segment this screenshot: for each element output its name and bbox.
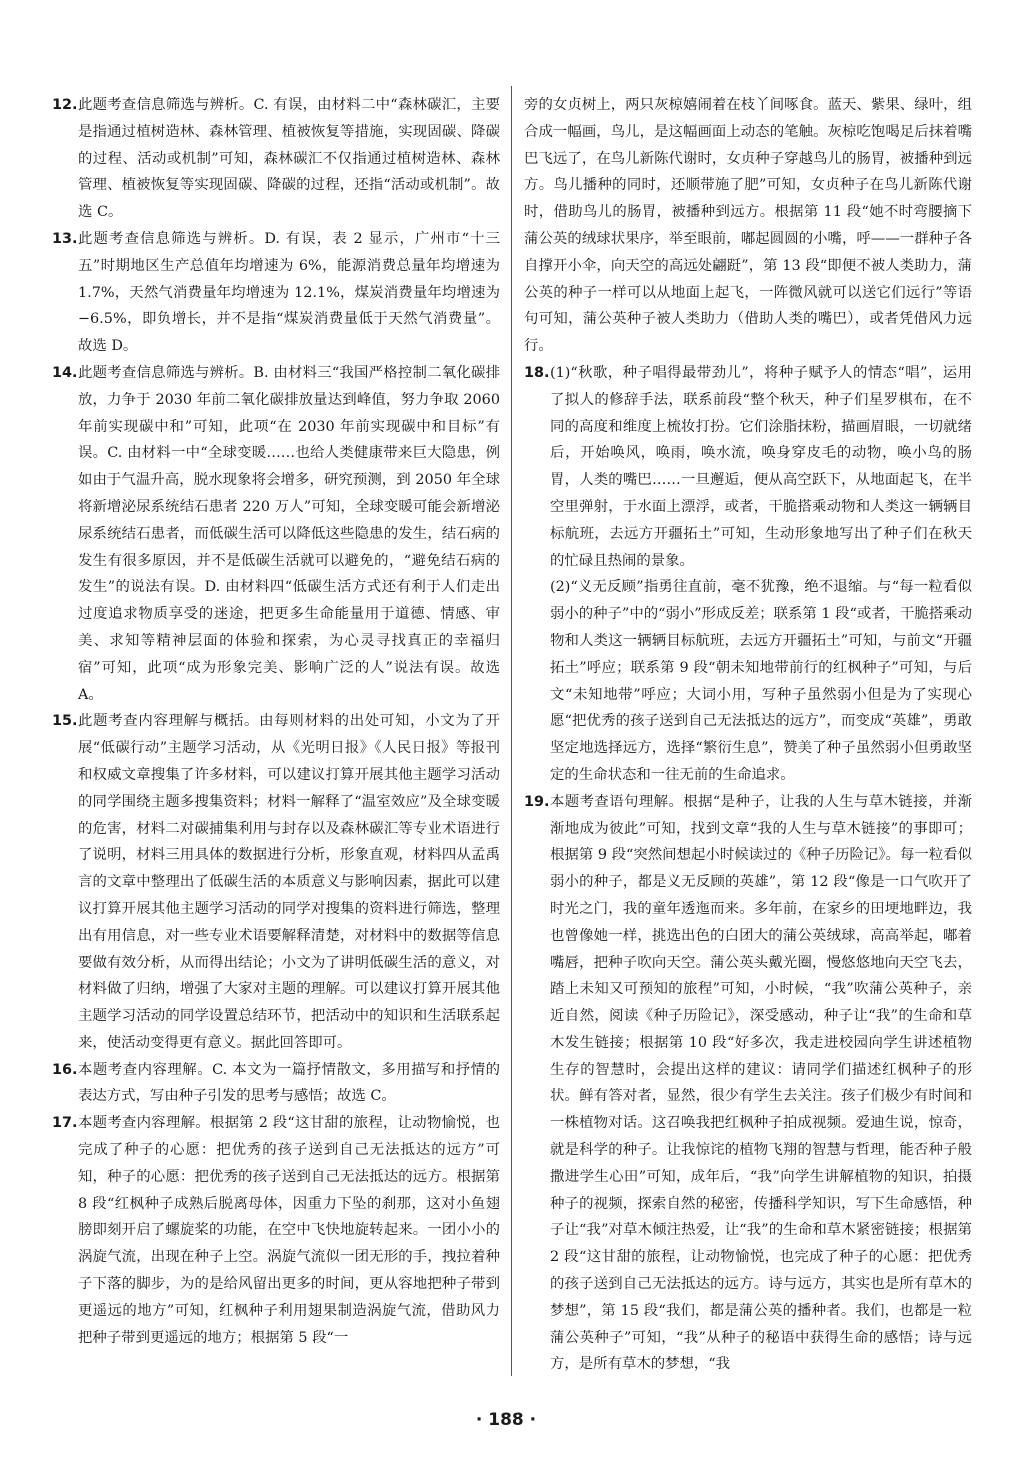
answer-text: (1)“秋歌，种子唱得最带劲儿”，将种子赋予人的情态“唱”，运用了拟人的修辞手法，联系前段“整个秋天，种子们星罗棋布，在不同的高度和维度上梳妆打扮。它们涂脂抹粉，描画眉眼，一切就绪后，开始唤风，唤雨，唤水流，唤身穿皮毛的动物，唤小鸟的肠胃，人类的嘴巴……一旦邂逅，便从高空跃下，从地面起飞，在半空里弹射，于水面上漂浮，或者，干脆搭乘动物和人类这一辆辆目标航班，去远方开疆拓土”可知，生动形象地写出了种子们在秋天的忙碌且热闹的景象。 xyxy=(550,364,972,569)
answer-item xyxy=(52,1110,500,1351)
question-number: 12. xyxy=(52,97,78,113)
answer-item xyxy=(524,789,972,1379)
answer-item xyxy=(524,360,972,574)
question-number: 19. xyxy=(524,793,550,810)
answer-item xyxy=(52,92,500,226)
answer-item xyxy=(524,92,972,360)
answer-item xyxy=(52,708,500,1056)
question-number: 13. xyxy=(52,230,78,247)
answer-item xyxy=(52,360,500,708)
answer-item xyxy=(52,1057,500,1111)
answer-item xyxy=(524,574,972,788)
left-column xyxy=(52,92,500,1351)
answer-text: (2)“义无反顾”指勇往直前，毫不犹豫，绝不退缩。与“每一粒看似弱小的种子”中的“弱小”形成反差；联系第 1 段“或者，干脆搭乘动物和人类这一辆辆目标航班，去远方开疆拓土”可知，与前文“开疆拓土”呼应；联系第 9 段“朝未知地带前行的红枫种子”可知，与后文“未知地带”呼应；大词小用，写种子虽然弱小但是为了实现心愿“把优秀的孩子送到自己无法抵达的远方”，而变成“英雄”，勇敢坚定地选择远方，选择“繁衍生息”，赞美了种子虽然弱小但勇敢坚定的生命状态和一往无前的生命追求。 xyxy=(550,579,972,783)
answer-text: 本题考查语句理解。根据“是种子，让我的人生与草木链接，并渐渐地成为彼此”可知，找到文章“我的人生与草木链接”的事即可；根据第 9 段“突然间想起小时候读过的《种子历险记》。每一粒看似弱小的种子，都是义无反顾的英雄”，第 12 段“像是一口气吹开了时光之门，我的童年透迤而来。多年前，在家乡的田埂地畔边，我也曾像她一样，挑选出色的白团大的蒲公英绒球，高高举起，嘟着嘴唇，把种子吹向天空。蒲公英头戴光圈，慢悠悠地向天空飞去，踏上未知又可预知的旅程”可知，小时候，“我”吹蒲公英种子，亲近自然，阅读《种子历险记》，深受感动，种子让“我”的生命和草木发生链接；根据第 10 段“好多次，我走进校园向学生讲述植物生存的智慧时，会提出这样的建议：请同学们描述红枫种子的形状。鲜有答对者，显然，很少有学生去关注。孩子们极少有时间和一株植物对话。这召唤我把红枫种子拍成视频。爱迪生说，惊奇，就是科学的种子。让我惊诧的植物飞翔的智慧与哲理，能否种子般撒进学生心田”可知，成年后，“我”向学生讲解植物的知识，拍摄种子的视频，探索自然的秘密，传播科学知识，写下生命感悟，种子让“我”对草木倾注热爱，让“我”的生命和草木紧密链接；根据第 2 段“这甘甜的旅程，让动物愉悦，也完成了种子的心愿：把优秀的孩子送到自己无法抵达的远方。诗与远方，其实也是所有草木的梦想”，第 15 段“我们，都是蒲公英的播种者。我们，也都是一粒蒲公英种子”可知，“我”从种子的秘语中获得生命的感悟；诗与远方，是所有草木的梦想，“我 xyxy=(550,793,972,1373)
column-divider xyxy=(511,86,512,1376)
question-number: 17. xyxy=(52,1115,78,1132)
answer-text: 此题考查内容理解与概括。由每则材料的出处可知，小文为了开展“低碳行动”主题学习活动，从《光明日报》《人民日报》等报刊和权威文章搜集了许多材料，可以建议打算开展其他主题学习活动的同学围绕主题多搜集资料；材料一解释了“温室效应”及全球变暖的危害，材料二对碳捕集利用与封存以及森林碳汇等专业术语进行了说明，材料三用具体的数据进行分析，形象直观，材料四从孟禹言的文章中整理出了低碳生活的本质意义与影响因素，据此可以建议打算开展其他主题学习活动的同学对搜集的资料进行筛选，整理出有用信息，对一些专业术语要解释清楚，对材料中的数据等信息要做有效分析，从而得出结论；小文为了讲明低碳生活的意义，对材料做了归纳，增强了大家对主题的理解。可以建议打算开展其他主题学习活动的同学设置总结环节，把活动中的知识和生活联系起来，使活动变得更有意义。据此回答即可。 xyxy=(78,713,500,1051)
answer-text: 此题考查信息筛选与辨析。B. 由材料三“我国严格控制二氧化碳排放，力争于 2030 年前二氧化碳排放量达到峰值，努力争取 2060 年前实现碳中和”可知，此项“在 2030 年前实现碳中和目标”有误。C. 由材料一中“全球变暖……也给人类健康带来巨大隐患，例如由于气温升高，脱水现象将会增多，研究预测，到 2050 年全球将新增泌尿系统结石患者 220 万人”可知，全球变暖可能会新增泌尿系统结石患者，而低碳生活可以降低这些隐患的发生，结石病的发生有很多原因，并不是低碳生活就可以避免的，“避免结石病的发生”的说法有误。D. 由材料四“低碳生活方式还有利于人们走出过度追求物质享受的迷途，把更多生命能量用于道德、情感、审美、求知等精神层面的体验和探索，为心灵寻找真正的幸福归宿”可知，此项“成为形象完美、影响广泛的人”说法有误。故选 A。 xyxy=(78,364,500,703)
answer-text: 旁的女贞树上，两只灰椋嬉闹着在枝丫间啄食。蓝天、紫果、绿叶，组合成一幅画，鸟儿，是这幅画面上动态的笔触。灰椋吃饱喝足后抹着嘴巴飞远了，在鸟儿新陈代谢时，女贞种子穿越鸟儿的肠胃，被播种到远方。鸟儿播种的同时，还顺带施了肥”可知，女贞种子在鸟儿新陈代谢时，借助鸟儿的肠胃，被播种到远方。根据第 11 段“她不时弯腰摘下蒲公英的绒球状果序，举至眼前，嘟起圆圆的小嘴，呼——一群种子各自撑开小伞，向天空的高远处翩跹”，第 13 段“即便不被人类助力，蒲公英的种子一样可以从地面上起飞，一阵微风就可以送它们远行”等语句可知，蒲公英种子被人类助力（借助人类的嘴巴），或者凭借风力远行。 xyxy=(524,97,972,355)
answer-item xyxy=(52,226,500,360)
answer-text: 此题考查信息筛选与辨析。C. 有误，由材料二中“森林碳汇，主要是指通过植树造林、森林管理、植被恢复等措施，实现固碳、降碳的过程、活动或机制”可知，森林碳汇不仅指通过植树造林、森林管理、植被恢复等实现固碳、降碳的过程，还指“活动或机制”。故选 C。 xyxy=(78,97,500,221)
page-number: · 188 · xyxy=(475,1410,537,1430)
answer-text: 本题考查内容理解。根据第 2 段“这甘甜的旅程，让动物愉悦，也完成了种子的心愿：把优秀的孩子送到自己无法抵达的远方”可知，种子的心愿：把优秀的孩子送到自己无法抵达的远方。根据第 8 段“红枫种子成熟后脱离母体，因重力下坠的刹那，这对小鱼翅膀即刻开启了螺旋桨的功能，在空中飞快地旋转起来。一团小小的涡旋气流，出现在种子上空。涡旋气流似一团无形的手，拽拉着种子下落的脚步，为的是给风留出更多的时间，更从容地把种子带到更遥远的地方”可知，红枫种子利用翅果制造涡旋气流，借助风力把种子带到更遥远的地方；根据第 5 段“一 xyxy=(78,1115,500,1346)
question-number: 16. xyxy=(52,1061,78,1078)
answer-text: 此题考查信息筛选与辨析。D. 有误，表 2 显示，广州市“十三五”时期地区生产总值年均增速为 6%，能源消费总量年均增速为 1.7%，天然气消费量年均增速为 12.1%，煤炭消费量年均增速为 −6.5%，即负增长，并不是指“煤炭消费量低于天然气消费量”。故选 D。 xyxy=(78,230,500,355)
question-number: 18. xyxy=(524,364,550,381)
question-number: 15. xyxy=(52,713,78,730)
right-column xyxy=(524,92,972,1378)
question-number: 14. xyxy=(52,364,78,381)
answer-text: 本题考查内容理解。C. 本文为一篇抒情散文，多用描写和抒情的表达方式，写由种子引发的思考与感悟；故选 C。 xyxy=(78,1061,500,1105)
